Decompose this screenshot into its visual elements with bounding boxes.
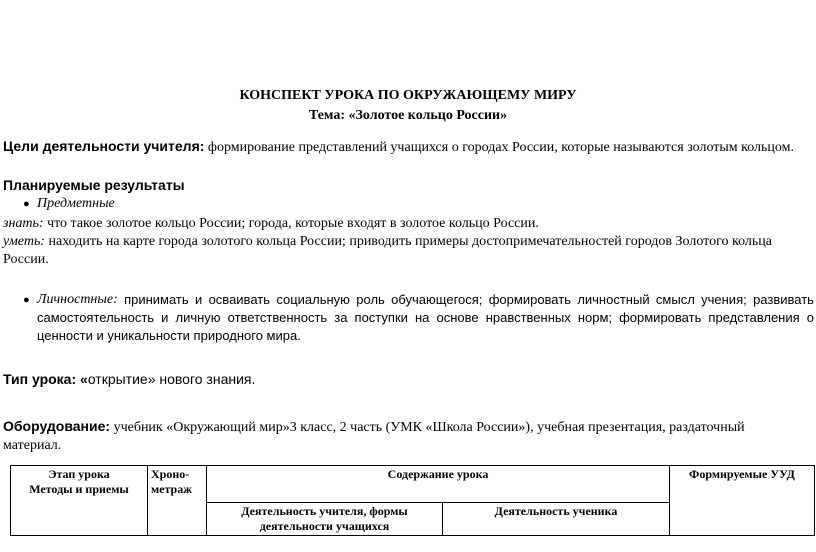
subheader-teacher: [207, 503, 443, 536]
word: учения;: [701, 292, 747, 307]
word: самостоятельность: [37, 310, 155, 325]
subheader-teacher-line-1: Деятельность учителя, формы: [241, 504, 408, 518]
header-timing-line-2: метраж: [151, 482, 192, 496]
personal-results: [37, 291, 814, 345]
subheader-student: Деятельность ученика: [443, 503, 670, 536]
word: представления: [708, 310, 800, 325]
word: принимать: [124, 292, 189, 307]
word: формировать: [619, 310, 702, 325]
lesson-type-text: открытие» нового знания.: [87, 371, 256, 387]
personal-line-1: [37, 291, 814, 309]
word: личностный: [577, 292, 650, 307]
word: за: [334, 310, 348, 325]
word: основе: [436, 310, 479, 325]
header-content: Содержание урока: [207, 466, 670, 503]
word: и: [161, 310, 169, 325]
word: развивать: [753, 292, 814, 307]
word: формировать: [488, 292, 571, 307]
lesson-type: [3, 371, 255, 389]
equipment-text: учебник «Окружающий мир»3 класс, 2 часть (УМК «Школа России»), учебная презентация, раздаточный: [110, 420, 745, 435]
bullet-icon: ●: [23, 294, 30, 306]
word: и: [194, 292, 203, 307]
personal-line-3: ценности и уникальности природного мира.: [37, 328, 301, 343]
word: осваивать: [208, 292, 270, 307]
word: на: [414, 310, 430, 325]
equipment: [3, 418, 745, 436]
lesson-type-label: Тип урока: «: [3, 371, 88, 387]
can-label: уметь:: [3, 234, 45, 249]
word: ответственность: [227, 310, 328, 325]
table-header-row: [11, 466, 815, 503]
can-text: находить на карте города золотого кольца России; приводить примеры достопримечательностей городов Золотого кольца: [44, 234, 772, 249]
equipment-continued: материал.: [3, 438, 62, 453]
teacher-goals: [3, 138, 794, 156]
lesson-topic: Тема: «Золотое кольцо России»: [308, 108, 508, 123]
lesson-table: [10, 465, 815, 536]
subheader-teacher-line-2: деятельности учащихся: [259, 519, 390, 533]
header-uud: Формируемые УУД: [670, 466, 815, 536]
can-line: [3, 234, 772, 250]
can-text-continued: России.: [3, 252, 49, 267]
equipment-label: Оборудование:: [3, 418, 111, 434]
header-stage-line-2: Методы и приемы: [29, 482, 129, 496]
word: о: [806, 310, 814, 325]
header-stage: [11, 466, 148, 536]
know-label: знать:: [3, 216, 44, 231]
goals-label: Цели деятельности учителя:: [3, 138, 205, 154]
header-timing-line-1: Хроно-: [151, 467, 190, 481]
header-timing: [148, 466, 207, 536]
document-title: КОНСПЕКТ УРОКА ПО ОКРУЖАЮЩЕМУ МИРУ: [239, 88, 577, 103]
word: нравственных: [485, 310, 571, 325]
word: социальную: [276, 292, 350, 307]
word: личную: [175, 310, 221, 325]
results-heading: Планируемые результаты: [3, 177, 185, 193]
goals-text: формирование представлений учащихся о городах России, которые называются золотым кольцом.: [204, 140, 795, 155]
personal-label: Личностные:: [37, 292, 118, 307]
header-stage-line-1: Этап урока: [48, 467, 110, 481]
word: поступки: [354, 310, 408, 325]
know-text: что такое золотое кольцо России; города, которые входят в золотое кольцо России.: [43, 216, 539, 231]
word: обучающегося;: [391, 292, 483, 307]
bullet-icon: ●: [23, 198, 30, 210]
subject-results-label: Предметные: [37, 196, 115, 211]
word: смысл: [655, 292, 695, 307]
word: норм;: [577, 310, 613, 325]
know-line: [3, 216, 539, 232]
personal-line-2: [37, 309, 814, 327]
word: роль: [356, 292, 385, 307]
